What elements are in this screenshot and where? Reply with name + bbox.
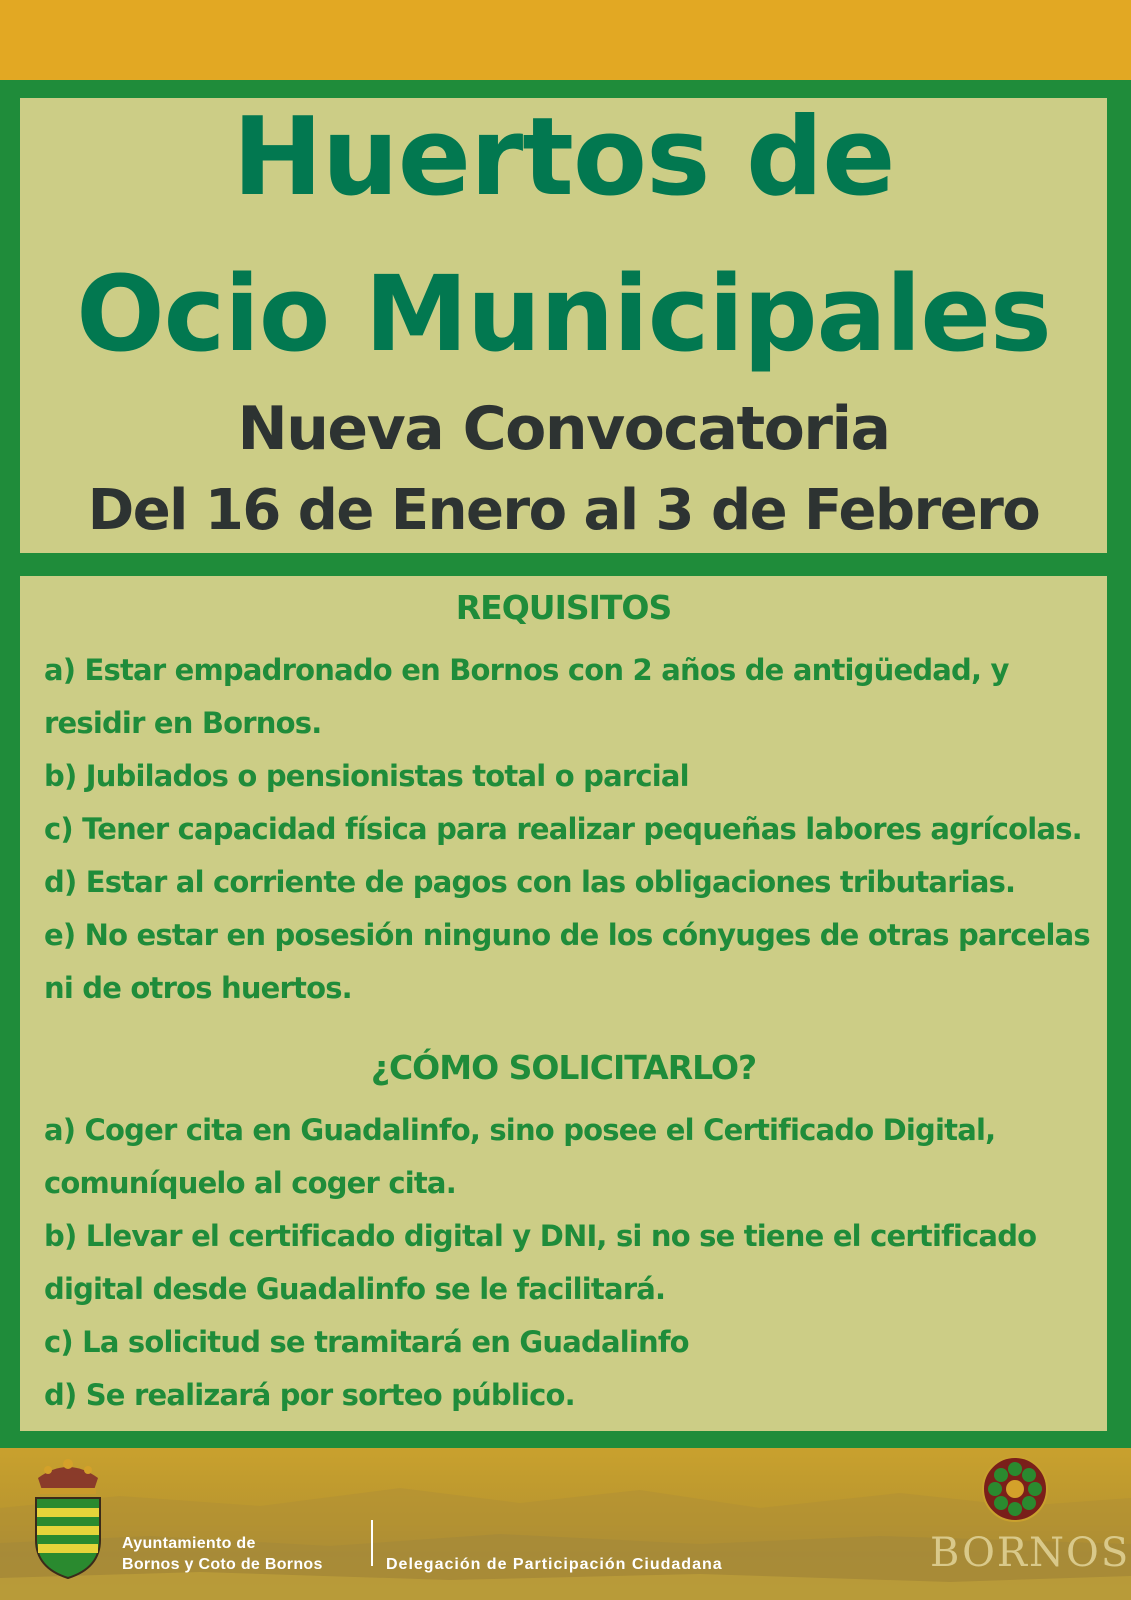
list-item: c) Tener capacidad física para realizar pequeñas labores agrícolas. — [44, 812, 1082, 846]
list-item: a) Coger cita en Guadalinfo, sino posee el Certificado Digital, comuníquelo al coger cita. — [44, 1113, 996, 1200]
title-line-1: Huertos de — [232, 95, 895, 220]
footer-divider — [371, 1520, 373, 1566]
list-item: b) Llevar el certificado digital y DNI, si no se tiene el certificado digital desde Guadalinfo se le facilitará. — [44, 1219, 1037, 1306]
list-item: d) Se realizará por sorteo público. — [44, 1378, 575, 1412]
poster-frame — [0, 80, 1131, 1448]
como-solicitarlo-heading: ¿CÓMO SOLICITARLO? — [370, 1048, 757, 1087]
title-line-2: Ocio Municipales — [76, 253, 1051, 375]
list-item: d) Estar al corriente de pagos con las obligaciones tributarias. — [44, 865, 1016, 899]
ayuntamiento-line-1: Ayuntamiento de — [122, 1535, 256, 1552]
subtitle: Nueva Convocatoria — [237, 394, 890, 464]
content-panel — [20, 576, 1107, 1431]
requisitos-list — [44, 644, 1107, 1015]
footer — [0, 1448, 1131, 1600]
como-solicitarlo-list — [44, 1104, 1107, 1422]
list-item: a) Estar empadronado en Bornos con 2 años de antigüedad, y residir en Bornos. — [44, 653, 1009, 740]
title-panel — [20, 95, 1107, 553]
requisitos-heading: REQUISITOS — [455, 588, 672, 627]
list-item: b) Jubilados o pensionistas total o parcial — [44, 759, 689, 793]
ayuntamiento-line-2: Bornos y Coto de Bornos — [122, 1556, 323, 1573]
rosette-icon — [980, 1454, 1050, 1524]
list-item: c) La solicitud se tramitará en Guadalinfo — [44, 1325, 689, 1359]
date-range: Del 16 de Enero al 3 de Febrero — [87, 478, 1040, 543]
landscape-background — [0, 1448, 1131, 1600]
list-item: e) No estar en posesión ninguno de los cónyuges de otras parcelas ni de otros huertos. — [44, 918, 1090, 1005]
delegacion-text: Delegación de Participación Ciudadana — [386, 1556, 723, 1573]
bornos-logo: BORNOS — [930, 1530, 1131, 1576]
coat-of-arms-icon — [28, 1456, 108, 1580]
